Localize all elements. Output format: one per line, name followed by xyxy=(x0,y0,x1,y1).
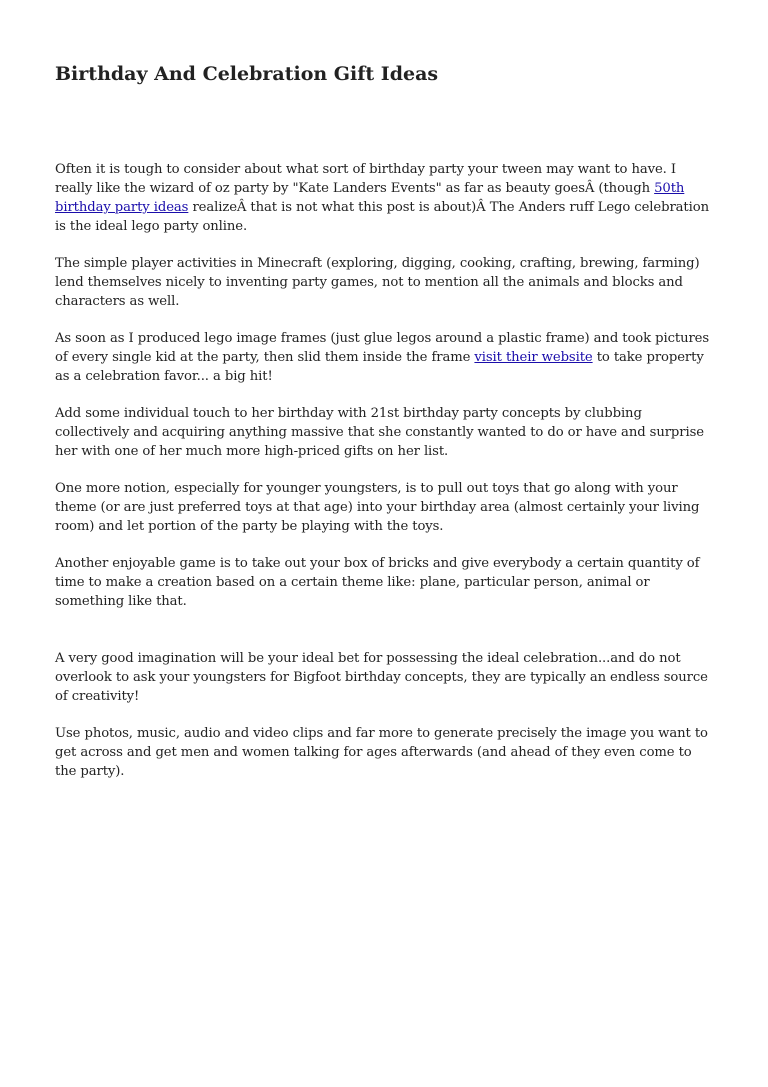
paragraph-media: Use photos, music, audio and video clips and far more to generate precisely the image you want to get across and get men and women talking for ages afterwards (and ahead of they even come to the party). xyxy=(55,726,708,779)
document-body xyxy=(55,160,717,799)
paragraph-personal-touch: Add some individual touch to her birthday with 21st birthday party concepts by clubbing collectively and acquiring anything massive that she constantly wanted to do or have and surprise her with one of her much more high-priced gifts on her list. xyxy=(55,406,704,459)
paragraph-text: As soon as I produced lego image frames (just glue legos around a plastic frame) and took pictures of every single kid at the party, then slid them inside the frame xyxy=(55,331,710,365)
document-title: Birthday And Celebration Gift Ideas xyxy=(55,63,439,85)
paragraph-text: Often it is tough to consider about what sort of birthday party your tween may want to have. I really like the wizard of oz party by "Kate Landers Events" as far as beauty goesÂ (though xyxy=(55,162,676,196)
paragraph-text: realizeÂ that is not what this post is about)Â The Anders ruff Lego celebration is the ideal lego party online. xyxy=(55,200,709,234)
paragraph-lego-frames xyxy=(55,329,717,386)
paragraph-minecraft: The simple player activities in Minecraft (exploring, digging, cooking, crafting, brewing, farming) lend themselves nicely to inventing party games, not to mention all the animals and blocks and characters as well. xyxy=(55,256,700,309)
paragraph-text: to take property as a celebration favor... a big hit! xyxy=(55,350,704,384)
paragraph-toys: One more notion, especially for younger youngsters, is to pull out toys that go along with your theme (or are just preferred toys at that age) into your birthday area (almost certainly your living room) and let portion of the party be playing with the toys. xyxy=(55,481,700,534)
paragraph-bricks-game: Another enjoyable game is to take out your box of bricks and give everybody a certain quantity of time to make a creation based on a certain theme like: plane, particular person, animal or something like that. xyxy=(55,556,700,609)
50th-birthday-party-ideas-link[interactable]: 50th birthday party ideas xyxy=(55,181,685,215)
paragraph-imagination: A very good imagination will be your ideal bet for possessing the ideal celebration...and do not overlook to ask your youngsters for Bigfoot birthday concepts, they are typically an endless source of creativity! xyxy=(55,651,708,704)
paragraph-intro xyxy=(55,160,717,236)
visit-their-website-link[interactable]: visit their website xyxy=(474,350,593,365)
